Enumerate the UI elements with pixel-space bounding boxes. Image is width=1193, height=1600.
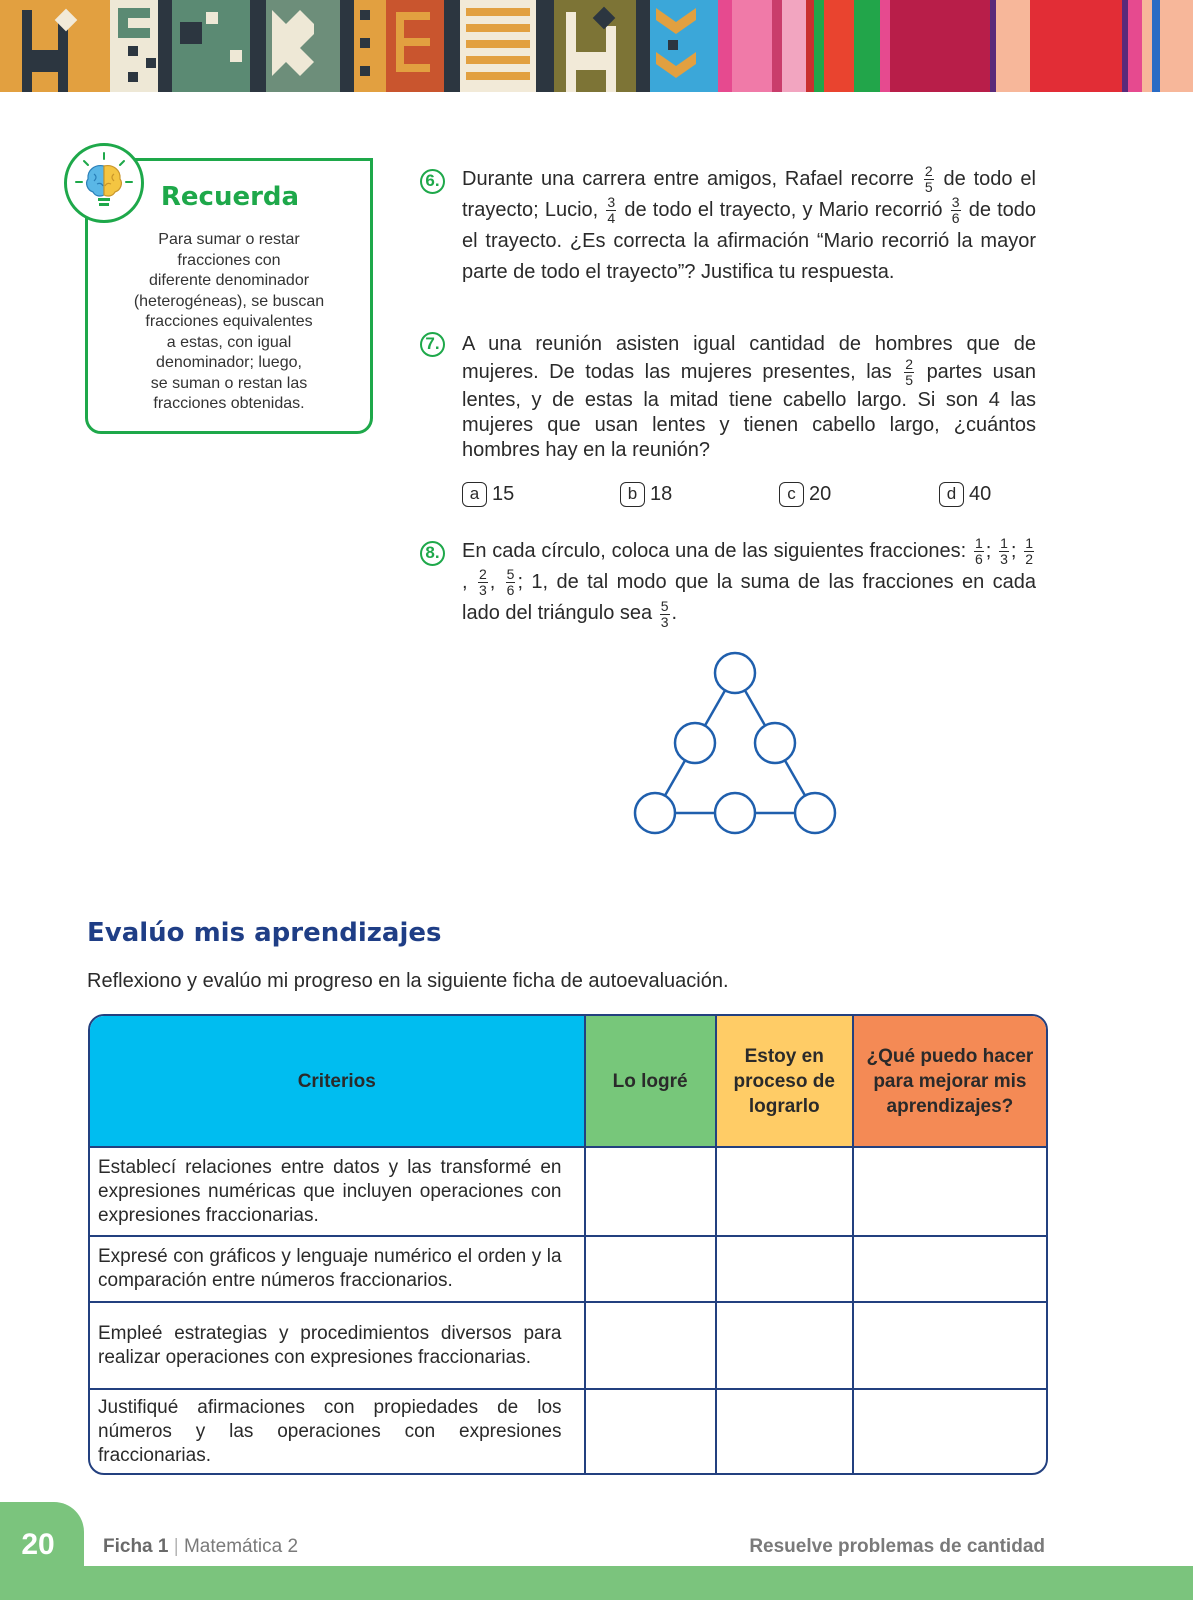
fraction: $\frac{5}{6}$ bbox=[506, 566, 515, 599]
fraction: $\frac{2}{3}$ bbox=[478, 566, 487, 599]
en-proceso-cell[interactable] bbox=[716, 1389, 853, 1473]
decorative-textile-banner bbox=[0, 0, 1193, 92]
circle-slot-bottom-right bbox=[795, 793, 835, 833]
lo-logre-cell[interactable] bbox=[585, 1236, 716, 1302]
circle-slot-bottom-left bbox=[635, 793, 675, 833]
mejorar-cell[interactable] bbox=[853, 1389, 1046, 1473]
table-row bbox=[90, 1302, 1046, 1389]
fraction: $\frac{1}{3}$ bbox=[1000, 535, 1008, 568]
option-d[interactable] bbox=[939, 482, 991, 507]
table-row bbox=[90, 1389, 1046, 1473]
en-proceso-cell[interactable] bbox=[716, 1302, 853, 1389]
option-letter: c bbox=[779, 482, 804, 507]
table-row bbox=[90, 1236, 1046, 1302]
fraction: $\frac{3}{4}$ bbox=[607, 194, 616, 227]
question-6-number: 6. bbox=[420, 169, 445, 194]
brain-lightbulb-icon bbox=[64, 143, 144, 223]
table-header-row bbox=[90, 1016, 1046, 1147]
page-number: 20 bbox=[21, 1528, 55, 1561]
en-proceso-cell[interactable] bbox=[716, 1147, 853, 1236]
option-letter: b bbox=[620, 482, 645, 507]
footer-bar bbox=[0, 1566, 1193, 1600]
criterion-cell: Justifiqué afirmaciones con propiedades de los números y las operaciones con expresiones fraccionarias. bbox=[90, 1389, 585, 1473]
lo-logre-cell[interactable] bbox=[585, 1302, 716, 1389]
option-letter: a bbox=[462, 482, 487, 507]
fraction: $\frac{2}{5}$ bbox=[905, 356, 914, 388]
mejorar-cell[interactable] bbox=[853, 1302, 1046, 1389]
evaluation-title: Evalúo mis aprendizajes bbox=[87, 918, 442, 948]
evaluation-intro: Reflexiono y evalúo mi progreso en la siguiente ficha de autoevaluación. bbox=[87, 970, 729, 992]
question-7-options bbox=[462, 482, 1042, 512]
recuerda-text: Para sumar o restar fracciones con diferente denominador (heterogéneas), se buscan fracciones equivalentes a estas, con igual denominador; luego, se suman o restan las fracciones obtenidas. bbox=[133, 231, 325, 412]
lo-logre-cell[interactable] bbox=[585, 1147, 716, 1236]
option-value: 15 bbox=[492, 483, 515, 505]
option-c[interactable] bbox=[779, 482, 831, 507]
table-row bbox=[90, 1147, 1046, 1236]
fraction: $\frac{5}{3}$ bbox=[660, 597, 669, 630]
option-value: 20 bbox=[809, 483, 832, 505]
header-en-proceso: Estoy en proceso de lograrlo bbox=[716, 1016, 853, 1147]
footer-competence: Resuelve problemas de cantidad bbox=[749, 1536, 1045, 1557]
circle-slot-mid-left bbox=[675, 723, 715, 763]
criterion-cell: Empleé estrategias y procedimientos diversos para realizar operaciones con expresiones fraccionarias. bbox=[90, 1302, 585, 1389]
circle-slot-mid-right bbox=[755, 723, 795, 763]
option-letter: d bbox=[939, 482, 964, 507]
option-value: 18 bbox=[650, 483, 673, 505]
lo-logre-cell[interactable] bbox=[585, 1389, 716, 1473]
header-lo-logre: Lo logré bbox=[585, 1016, 716, 1147]
question-8-text: En cada círculo, coloca una de las siguientes fracciones: $\frac{1}{6}$ ; $\frac{1}{3}$ ; $\frac{1}{2}$ , $\frac{2}{3}$ , $\frac{5}{6}$ ; 1, de tal modo que la suma de las fracciones en cada lado del triángulo sea $\frac{5}{3}$ . bbox=[462, 535, 1036, 630]
question-6-text: Durante una carrera entre amigos, Rafael recorre $\frac{2}{5}$ de todo el trayecto; Lucio, $\frac{3}{4}$ de todo el trayecto, y Mario recorrió $\frac{3}{6}$ de todo el trayecto. ¿Es correcta la afirmación “Mario recorrió la mayor parte de todo el trayecto”? Justifica tu respuesta. bbox=[462, 163, 1037, 284]
circle-slot-top bbox=[715, 653, 755, 693]
header-como-mejorar: ¿Qué puedo hacer para mejorar mis aprendizajes? bbox=[853, 1016, 1046, 1147]
recuerda-title: Recuerda bbox=[160, 182, 300, 212]
fraction: $\frac{1}{2}$ bbox=[1025, 535, 1033, 568]
criterion-cell: Establecí relaciones entre datos y las transformé en expresiones numéricas que incluyen operaciones con expresiones fraccionarias. bbox=[90, 1147, 585, 1236]
fraction: $\frac{3}{6}$ bbox=[951, 194, 960, 227]
mejorar-cell[interactable] bbox=[853, 1236, 1046, 1302]
option-value: 40 bbox=[969, 483, 992, 505]
en-proceso-cell[interactable] bbox=[716, 1236, 853, 1302]
fraction: $\frac{2}{5}$ bbox=[924, 163, 933, 196]
question-7-text: A una reunión asisten igual cantidad de hombres que de mujeres. De todas las mujeres presentes, las $\frac{2}{5}$ partes usan lentes, y de estas la mitad tiene cabello largo. Si son 4 las mujeres que usan lentes y tienen cabello largo, ¿cuántos hombres hay en la reunión? bbox=[462, 333, 1037, 461]
footer-ficha: Ficha 1 | Matemática 2 bbox=[103, 1536, 299, 1557]
triangle-circles-diagram bbox=[630, 648, 840, 838]
mejorar-cell[interactable] bbox=[853, 1147, 1046, 1236]
header-criterios: Criterios bbox=[90, 1016, 585, 1147]
question-7-number: 7. bbox=[420, 332, 445, 357]
self-evaluation-table bbox=[88, 1014, 1048, 1475]
option-a[interactable] bbox=[462, 482, 514, 507]
option-b[interactable] bbox=[620, 482, 672, 507]
fraction: $\frac{1}{6}$ bbox=[974, 535, 983, 568]
question-8-number: 8. bbox=[420, 541, 445, 566]
circle-slot-bottom-mid bbox=[715, 793, 755, 833]
criterion-cell: Expresé con gráficos y lenguaje numérico el orden y la comparación entre números fraccionarios. bbox=[90, 1236, 585, 1302]
